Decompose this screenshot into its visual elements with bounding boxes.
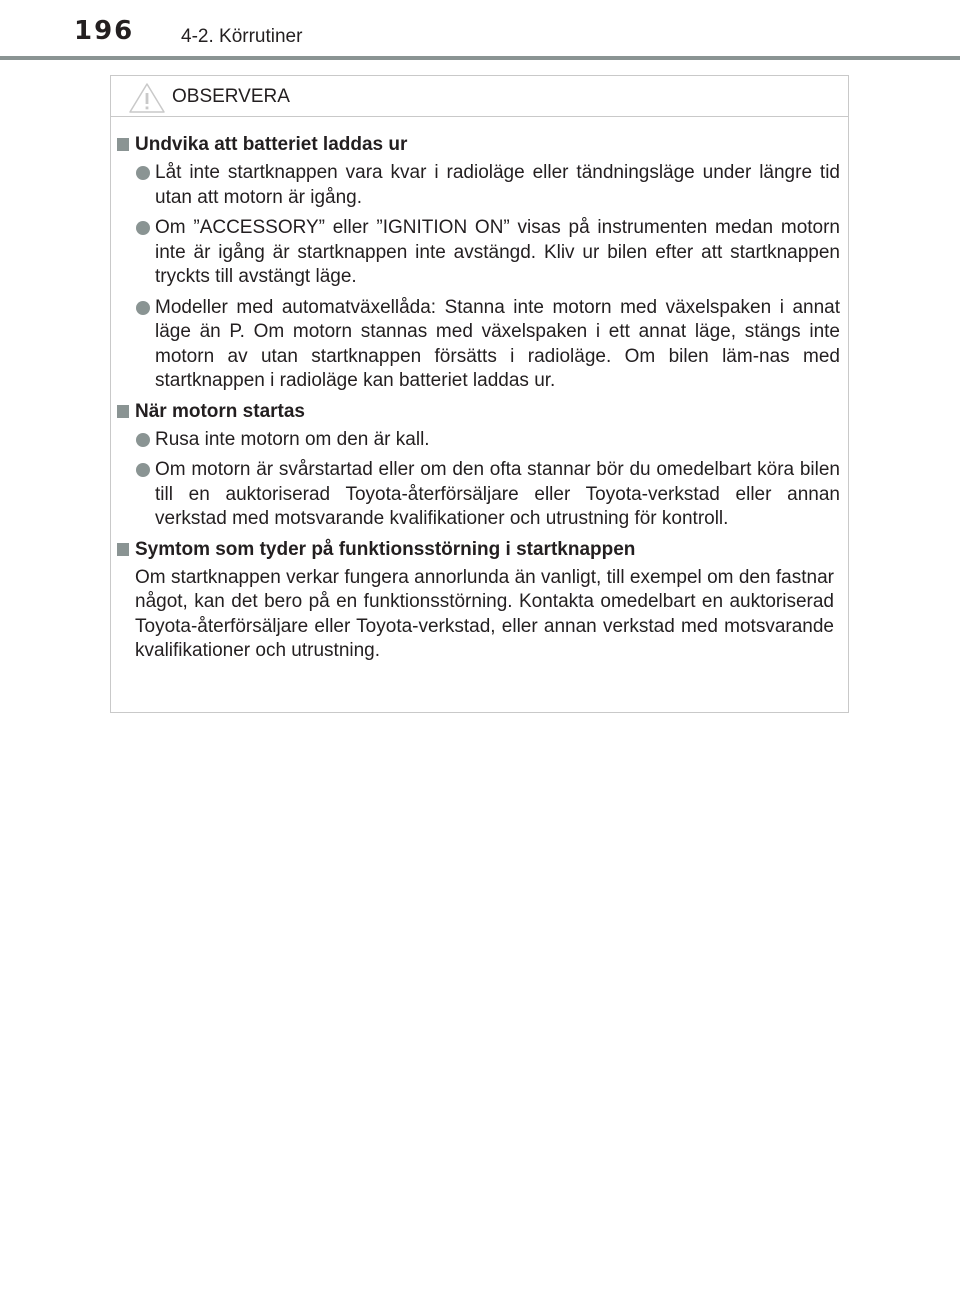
bullet-text: Om ”ACCESSORY” eller ”IGNITION ON” visas på instrumenten medan motorn inte är igång är startknappen inte avstängd. Kliv ur bilen efter att startknappen tryckts till avstängt läge. (155, 217, 840, 287)
circle-bullet-icon (136, 221, 150, 235)
bullet-text: Låt inte startknappen vara kvar i radioläge eller tändningsläge under längre tid utan att motorn är igång. (155, 162, 840, 208)
section-heading-text: Symtom som tyder på funktionsstörning i startknappen (135, 538, 636, 560)
bullet-text: Om motorn är svårstartad eller om den ofta stannar bör du omedelbart köra bilen till en auktoriserad Toyota-återförsäljare eller Toyota-verkstad eller annan verkstad med motsvarande kvalifikationer och utrustning för kontroll. (155, 459, 840, 529)
section-heading (111, 133, 848, 157)
warning-triangle-icon (128, 82, 166, 114)
section-heading-text: När motorn startas (135, 400, 305, 422)
bullet-item (111, 161, 848, 210)
circle-bullet-icon (136, 433, 150, 447)
section-title: 4-2. Körrutiner (181, 26, 303, 47)
caution-content (111, 133, 848, 664)
caution-box (110, 75, 849, 713)
circle-bullet-icon (136, 301, 150, 315)
bullet-text: Rusa inte motorn om den är kall. (155, 428, 430, 450)
bullet-item (111, 428, 848, 453)
section-heading-text: Undvika att batteriet laddas ur (135, 134, 408, 155)
caution-label: OBSERVERA (172, 86, 290, 107)
header-rule (0, 56, 960, 60)
circle-bullet-icon (136, 463, 150, 477)
page-number: 196 (74, 16, 135, 46)
section-heading (111, 400, 848, 424)
circle-bullet-icon (136, 166, 150, 180)
square-bullet-icon (117, 543, 129, 556)
square-bullet-icon (117, 405, 129, 418)
bullet-text: Modeller med automatväxellåda: Stanna inte motorn med växelspaken i annat läge än P. Om motorn stannas med växelspaken i ett annat läge, stängs inte motorn av utan startknappen försätts i radioläge. Om bilen läm-nas med startknappen i radioläge kan batteriet laddas ur. (155, 296, 840, 391)
section-paragraph: Om startknappen verkar fungera annorlunda än vanligt, till exempel om den fastnar något, kan det bero på en funktionsstörning. Kontakta omedelbart en auktoriserad Toyota-återförsäljare eller Toyota-verkstad, eller annan verkstad med motsvarande kvalifikationer och utrustning. (135, 566, 834, 661)
section-heading (111, 538, 848, 562)
caution-header (111, 76, 848, 117)
bullet-item (111, 458, 848, 532)
square-bullet-icon (117, 138, 129, 151)
bullet-item (111, 216, 848, 290)
bullet-item (111, 296, 848, 394)
